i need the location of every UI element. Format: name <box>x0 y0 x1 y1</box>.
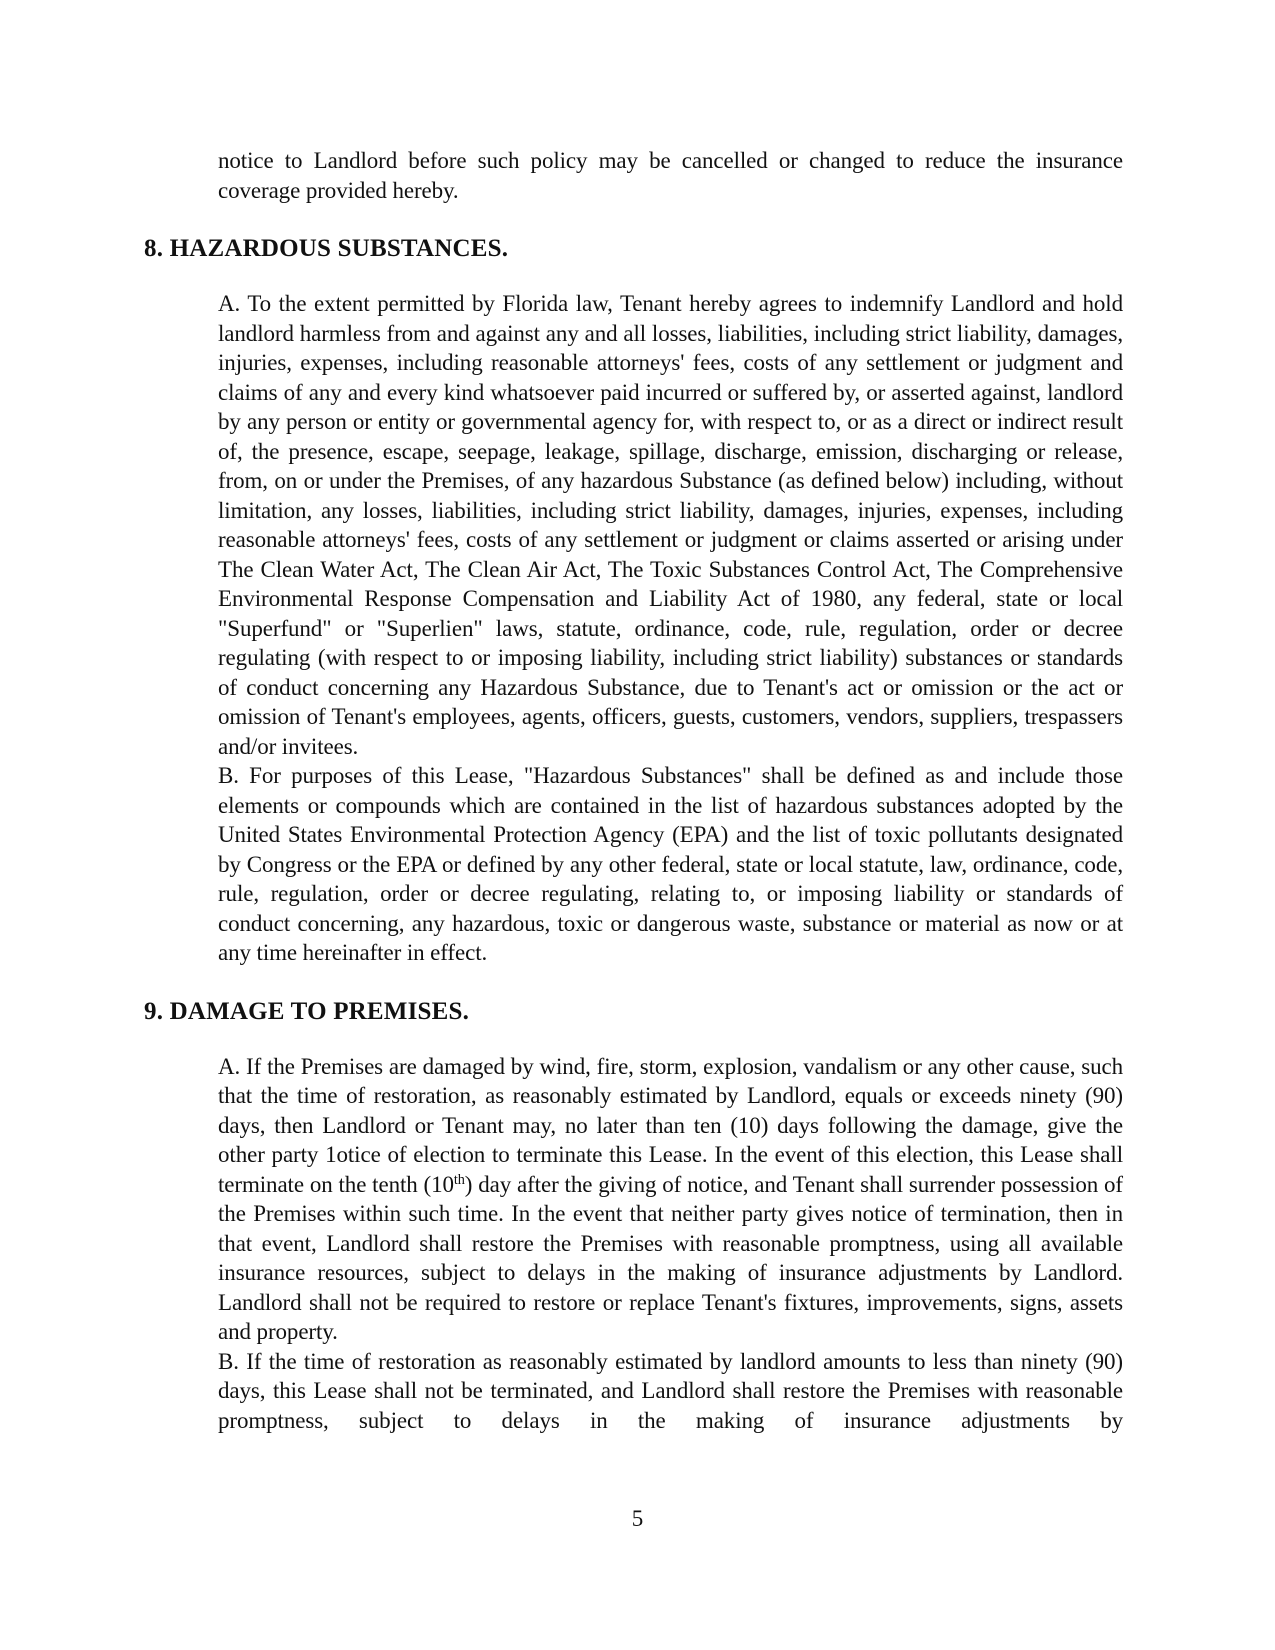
section-9-paragraph-a-text-after-superscript: ) day after the giving of notice, and Tenant shall surrender possession of the Premises within such time. In the event that neither party gives notice of termination, then in that event, Landlord shall restore the Premises with reasonable promptness, using all available insurance resources, subject to delays in the making of insurance adjustments by Landlord. Landlord shall not be required to restore or replace Tenant's fixtures, improvements, signs, assets and property. <box>218 1171 1123 1344</box>
section-8-body <box>144 289 1123 968</box>
section-9-body <box>144 1052 1123 1436</box>
section-8-paragraph-a: A. To the extent permitted by Florida law, Tenant hereby agrees to indemnify Landlord and hold landlord harmless from and against any and all losses, liabilities, including strict liability, damages, injuries, expenses, including reasonable attorneys' fees, costs of any settlement or judgment and claims of any and every kind whatsoever paid incurred or suffered by, or asserted against, landlord by any person or entity or governmental agency for, with respect to, or as a direct or indirect result of, the presence, escape, seepage, leakage, spillage, discharge, emission, discharging or release, from, on or under the Premises, of any hazardous Substance (as defined below) including, without limitation, any losses, liabilities, including strict liability, damages, injuries, expenses, including reasonable attorneys' fees, costs of any settlement or judgment or claims asserted or arising under The Clean Water Act, The Clean Air Act, The Toxic Substances Control Act, The Comprehensive Environmental Response Compensation and Liability Act of 1980, any federal, state or local "Superfund" or "Superlien" laws, statute, ordinance, code, rule, regulation, order or decree regulating (with respect to or imposing liability, including strict liability) substances or standards of conduct concerning any Hazardous Substance, due to Tenant's act or omission or the act or omission of Tenant's employees, agents, officers, guests, customers, vendors, suppliers, trespassers and/or invitees. <box>218 291 1123 759</box>
section-9-heading: 9. DAMAGE TO PREMISES. <box>144 997 470 1025</box>
section-9-paragraph-a-text-before-superscript: A. If the Premises are damaged by wind, fire, storm, explosion, vandalism or any other cause, such that the time of restoration, as reasonably estimated by Landlord, equals or exceeds ninety (90) days, then Landlord or Tenant may, no later than ten (10) days following the damage, give the other party 1otice of election to terminate this Lease. In the event of this election, this Lease shall terminate on the tenth (10 <box>218 1053 1123 1197</box>
section-8-paragraph-b: B. For purposes of this Lease, "Hazardous Substances" shall be defined as and include those elements or compounds which are contained in the list of hazardous substances adopted by the United States Environmental Protection Agency (EPA) and the list of toxic pollutants designated by Congress or the EPA or defined by any other federal, state or local statute, law, ordinance, code, rule, regulation, order or decree regulating, relating to, or imposing liability or standards of conduct concerning, any hazardous, toxic or dangerous waste, substance or material as now or at any time hereinafter in effect. <box>218 763 1123 965</box>
intro-continuation-paragraph: notice to Landlord before such policy may be cancelled or changed to reduce the insurance coverage provided hereby. <box>218 148 1123 203</box>
ordinal-superscript: th <box>453 1171 465 1188</box>
section-8-heading: 8. HAZARDOUS SUBSTANCES. <box>144 235 509 262</box>
section-9-paragraph-a <box>218 1052 1123 1347</box>
section-9-paragraph-b: B. If the time of restoration as reasonably estimated by landlord amounts to less than ninety (90) days, this Lease shall not be terminated, and Landlord shall restore the Premises with reasonable promptness, subject to delays in the making of insurance adjustments by <box>218 1348 1123 1433</box>
page-number: 5 <box>631 1506 644 1531</box>
